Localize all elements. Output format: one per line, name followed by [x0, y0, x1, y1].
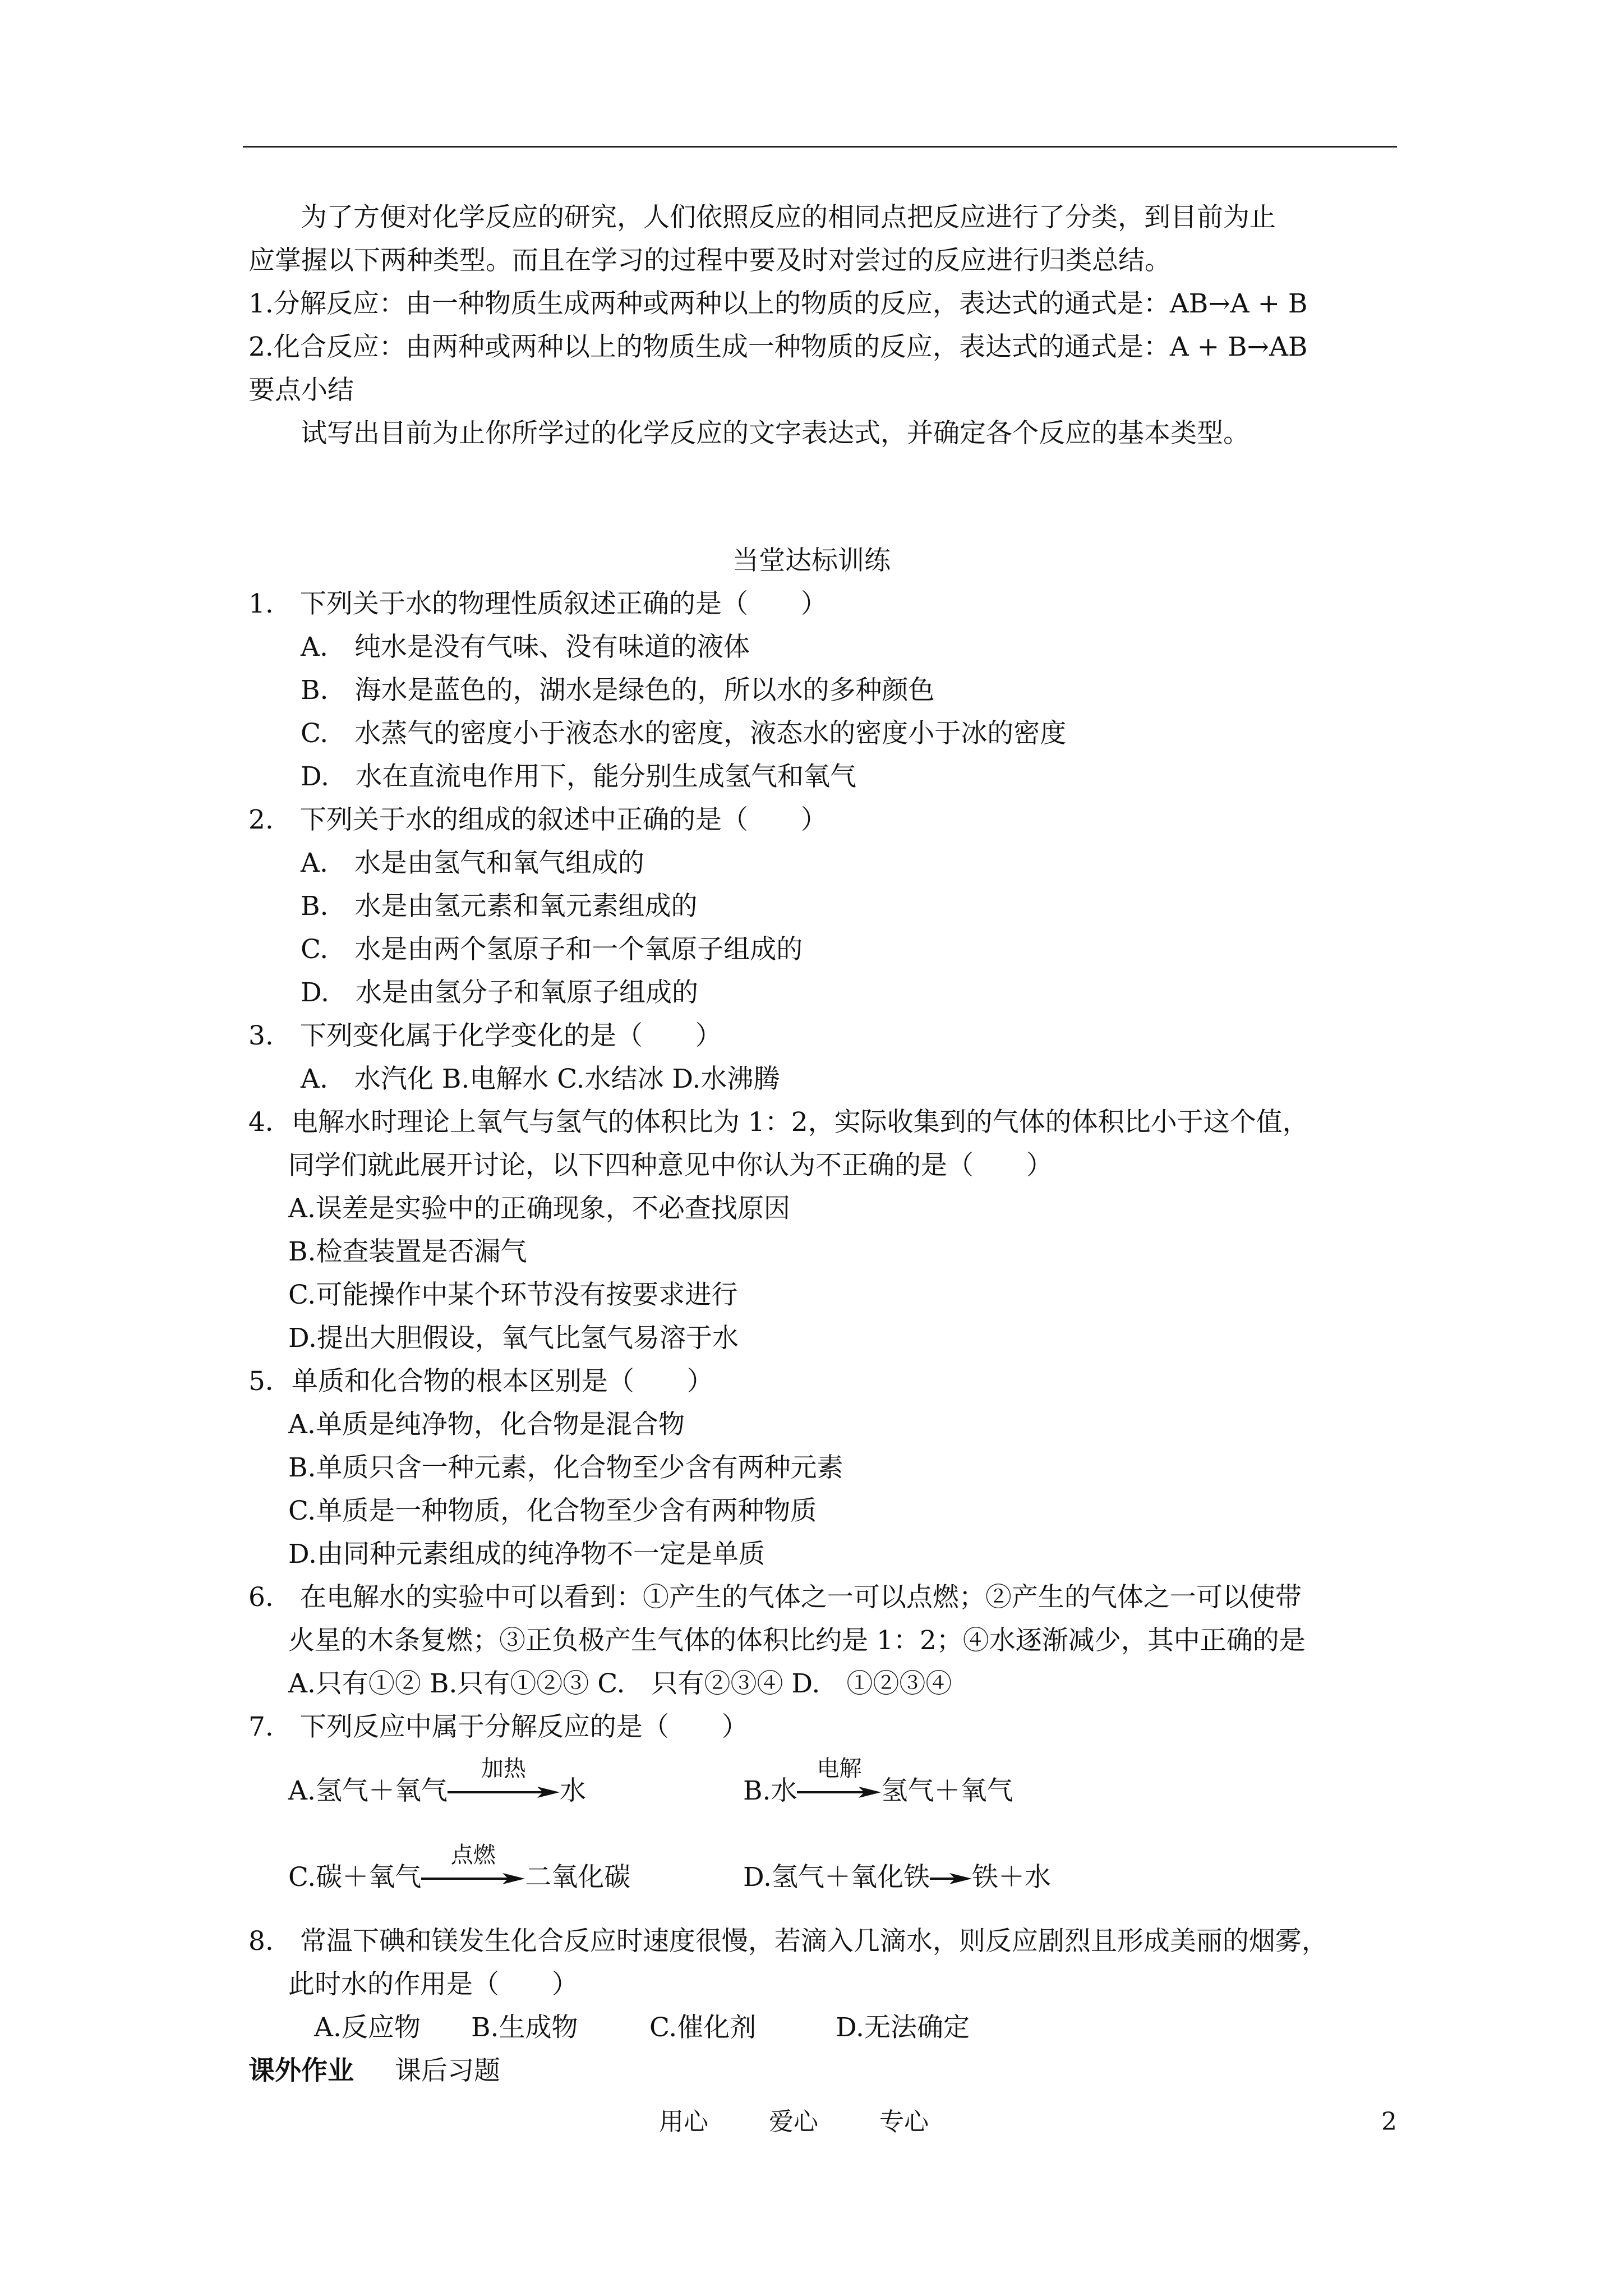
- question-1-stem: 1. 下列关于水的物理性质叙述正确的是（ ）: [248, 588, 827, 619]
- question-6-options: A.只有①② B.只有①②③ C. 只有②③④ D. ①②③④: [288, 1668, 952, 1699]
- reaction-c-reactants: C.碳＋氧气: [288, 1862, 422, 1893]
- question-4-stem-line-1: 4．电解水时理论上氧气与氢气的体积比为 1：2，实际收集到的气体的体积比小于这个值，: [248, 1107, 1309, 1138]
- reaction-b: [743, 1756, 1013, 1808]
- question-4-stem-line-2: 同学们就此展开讨论，以下四种意见中你认为不正确的是（ ）: [288, 1150, 1053, 1181]
- homework-label: 课外作业: [248, 2055, 354, 2086]
- reaction-c-condition: 点燃: [450, 1842, 496, 1868]
- question-6-stem-line-2: 火星的木条复燃；③正负极产生气体的体积比约是 1：2；④水逐渐减少，其中正确的是: [288, 1625, 1306, 1656]
- question-2-option-a: A. 水是由氢气和氧气组成的: [301, 848, 644, 878]
- reaction-c-arrow: [421, 1842, 525, 1894]
- question-8-stem-line-1: 8. 常温下碘和镁发生化合反应时速度很慢，若滴入几滴水，则反应剧烈且形成美丽的烟雾，: [248, 1926, 1328, 1957]
- question-8-option-c: C.催化剂: [649, 2012, 757, 2043]
- question-2-stem: 2. 下列关于水的组成的叙述中正确的是（ ）: [248, 804, 827, 835]
- reaction-d: [743, 1861, 1051, 1894]
- question-2-option-b: B. 水是由氢元素和氧元素组成的: [301, 891, 698, 922]
- reaction-c-products: 二氧化碳: [525, 1862, 631, 1893]
- question-8-option-b: B.生成物: [471, 2012, 578, 2043]
- reaction-d-reactants: D.氢气＋氧化铁: [743, 1862, 930, 1893]
- reaction-a-products: 水: [559, 1775, 586, 1806]
- question-2-option-c: C. 水是由两个氢原子和一个氧原子组成的: [301, 934, 803, 965]
- footer-word-3: 专心: [879, 2108, 929, 2136]
- question-8-stem-line-2: 此时水的作用是（ ）: [288, 1969, 578, 2000]
- intro-paragraph-line-2: 应掌握以下两种类型。而且在学习的过程中要及时对尝过的反应进行归类总结。: [248, 245, 1171, 276]
- arrow-icon: [448, 1787, 560, 1798]
- arrow-icon: [797, 1787, 881, 1798]
- reaction-a-arrow: [448, 1756, 560, 1808]
- question-4-option-b: B.检查装置是否漏气: [288, 1236, 527, 1267]
- reaction-a-condition: 加热: [481, 1756, 526, 1782]
- reaction-b-products: 氢气＋氧气: [881, 1775, 1013, 1806]
- footer-word-1: 用心: [659, 2108, 708, 2136]
- summary-heading: 要点小结: [248, 375, 354, 406]
- question-5-option-b: B.单质只含一种元素，化合物至少含有两种元素: [288, 1452, 843, 1483]
- reaction-b-arrow: [797, 1756, 881, 1808]
- reaction-a: [288, 1756, 586, 1808]
- arrow-icon: [930, 1873, 972, 1884]
- question-1-option-c: C. 水蒸气的密度小于液态水的密度，液态水的密度小于冰的密度: [301, 718, 1067, 749]
- question-5-option-d: D.由同种元素组成的纯净物不一定是单质: [288, 1539, 765, 1570]
- reaction-b-condition: 电解: [817, 1756, 862, 1782]
- question-6-stem-line-1: 6. 在电解水的实验中可以看到：①产生的气体之一可以点燃；②产生的气体之一可以使带: [248, 1582, 1302, 1613]
- reaction-d-products: 铁＋水: [971, 1862, 1051, 1893]
- question-3-options: A. 水汽化 B.电解水 C.水结冰 D.水沸腾: [301, 1064, 780, 1094]
- combination-definition: 2.化合反应：由两种或两种以上的物质生成一种物质的反应，表达式的通式是：A + B→AB: [248, 332, 1308, 362]
- homework-text: 课后习题: [395, 2055, 500, 2086]
- reaction-d-arrow: [930, 1861, 972, 1894]
- reaction-b-reactants: B.水: [743, 1775, 797, 1806]
- question-5-option-a: A.单质是纯净物，化合物是混合物: [288, 1409, 685, 1440]
- question-5-stem: 5．单质和化合物的根本区别是（ ）: [248, 1366, 713, 1397]
- arrow-icon: [421, 1873, 525, 1884]
- question-2-option-d: D. 水是由氢分子和氧原子组成的: [301, 977, 698, 1008]
- question-1-option-d: D. 水在直流电作用下，能分别生成氢气和氧气: [301, 761, 856, 792]
- footer-word-2: 爱心: [769, 2108, 818, 2136]
- question-3-stem: 3. 下列变化属于化学变化的是（ ）: [248, 1020, 722, 1051]
- question-4-option-c: C.可能操作中某个环节没有按要求进行: [288, 1280, 738, 1310]
- question-1-option-b: B. 海水是蓝色的，湖水是绿色的，所以水的多种颜色: [301, 675, 935, 706]
- page-number: 2: [1381, 2108, 1397, 2136]
- question-8-option-a: A.反应物: [314, 2012, 421, 2043]
- question-1-option-a: A. 纯水是没有气味、没有味道的液体: [301, 632, 750, 662]
- header-rule: [243, 146, 1397, 148]
- decomposition-definition: 1.分解反应：由一种物质生成两种或两种以上的物质的反应，表达式的通式是：AB→A + B: [248, 288, 1308, 319]
- summary-text: 试写出目前为止你所学过的化学反应的文字表达式，并确定各个反应的基本类型。: [301, 418, 1249, 449]
- section-title: 当堂达标训练: [732, 545, 891, 576]
- reaction-a-reactants: A.氢气＋氧气: [288, 1775, 448, 1806]
- question-4-option-a: A.误差是实验中的正确现象，不必查找原因: [288, 1193, 790, 1224]
- reaction-c: [288, 1842, 631, 1894]
- question-7-stem: 7. 下列反应中属于分解反应的是（ ）: [248, 1711, 748, 1742]
- question-4-option-d: D.提出大胆假设，氧气比氢气易溶于水: [288, 1323, 739, 1354]
- question-8-option-d: D.无法确定: [836, 2012, 970, 2043]
- intro-paragraph-line-1: 为了方便对化学反应的研究，人们依照反应的相同点把反应进行了分类，到目前为止: [301, 202, 1276, 233]
- question-5-option-c: C.单质是一种物质，化合物至少含有两种物质: [288, 1496, 817, 1526]
